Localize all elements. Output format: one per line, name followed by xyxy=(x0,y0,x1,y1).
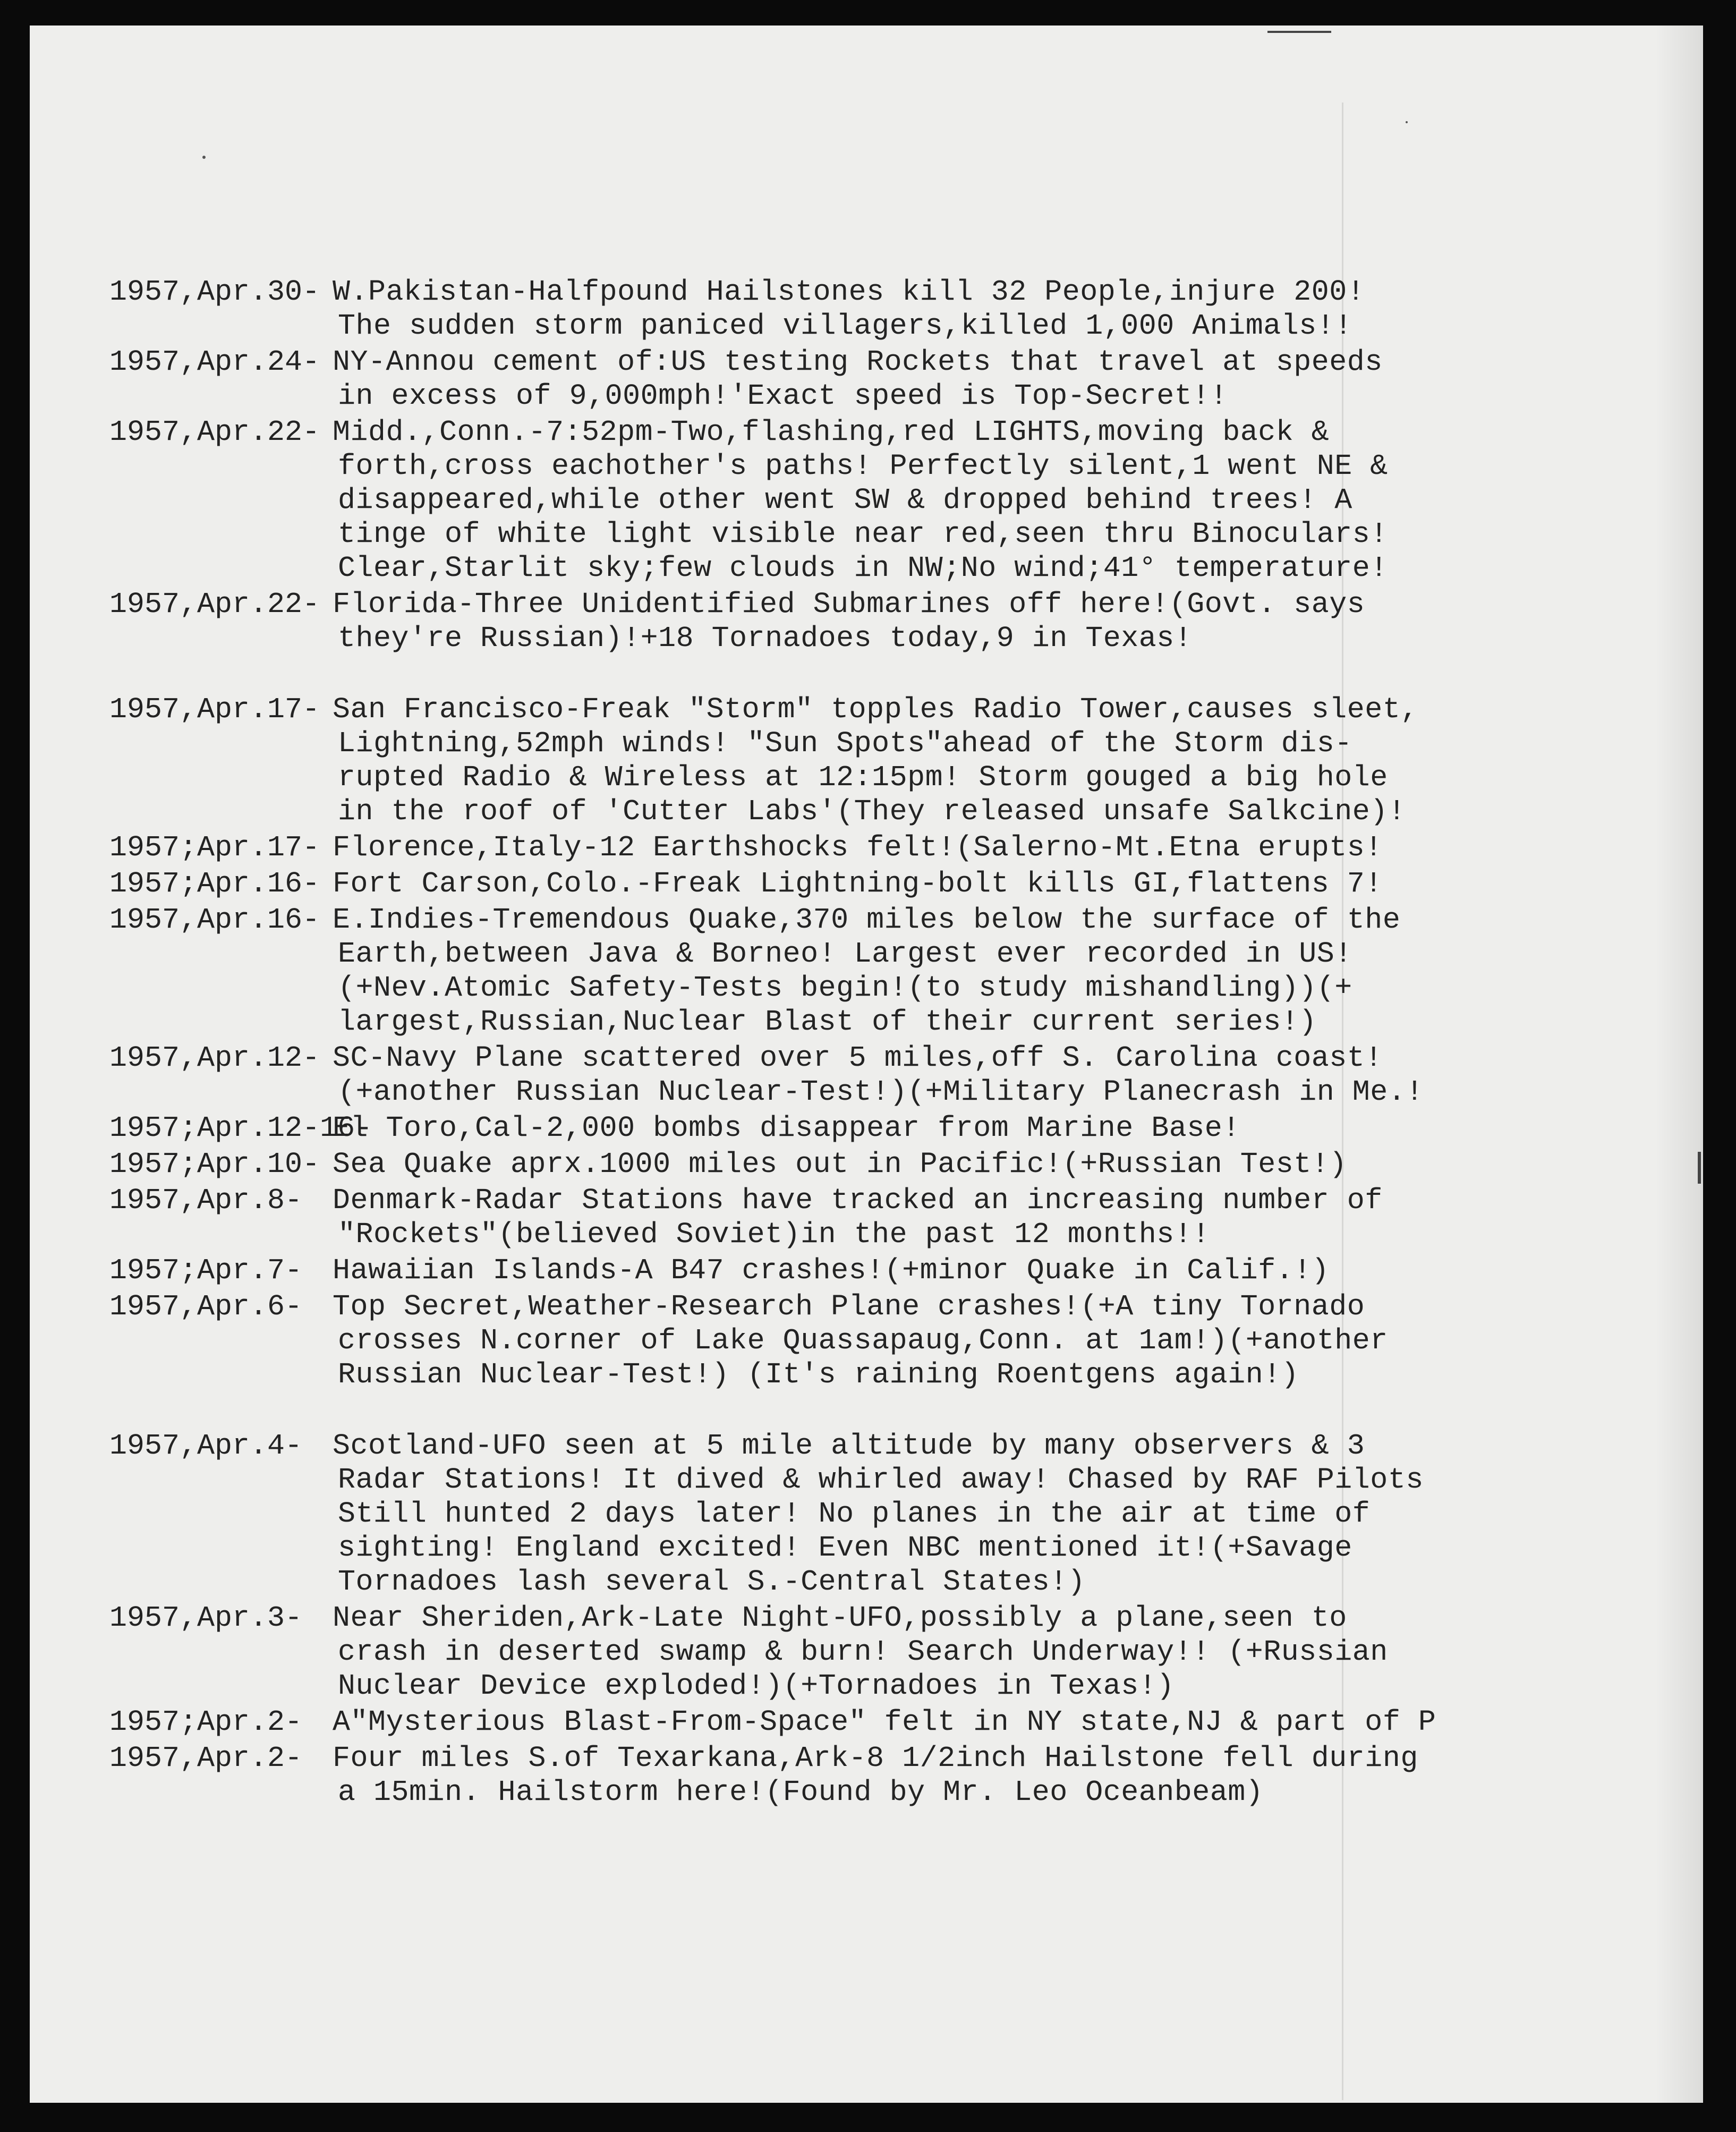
entry-text-line: Florida-Three Unidentified Submarines off here!(Govt. says xyxy=(333,588,1365,621)
log-entry xyxy=(109,1041,1597,1109)
entry-text-line: A"Mysterious Blast-From-Space" felt in NY state,NJ & part of P xyxy=(333,1705,1436,1739)
log-entry xyxy=(109,1290,1597,1392)
log-entry xyxy=(109,275,1597,343)
entry-text-line: Scotland-UFO seen at 5 mile altitude by many observers & 3 xyxy=(333,1429,1365,1463)
entry-date: 1957,Apr.12- xyxy=(109,1041,320,1075)
entry-text-line: E.Indies-Tremendous Quake,370 miles below the surface of the xyxy=(333,903,1401,937)
entry-date: 1957;Apr.2- xyxy=(109,1705,303,1739)
entry-date: 1957,Apr.30- xyxy=(109,275,320,309)
entry-date: 1957,Apr.22- xyxy=(109,415,320,449)
entry-date: 1957,Apr.17- xyxy=(109,693,320,726)
entry-text-line: San Francisco-Freak "Storm" topples Radio Tower,causes sleet, xyxy=(333,693,1418,726)
entry-date: 1957,Apr.4- xyxy=(109,1429,303,1463)
entry-text-line: Earth,between Java & Borneo! Largest ever recorded in US! xyxy=(338,937,1352,971)
log-entry xyxy=(109,867,1597,901)
entry-text-line: Hawaiian Islands-A B47 crashes!(+minor Quake in Calif.!) xyxy=(333,1254,1330,1287)
entry-text-line: rupted Radio & Wireless at 12:15pm! Storm gouged a big hole xyxy=(338,761,1388,794)
entry-date: 1957,Apr.3- xyxy=(109,1601,303,1635)
entry-text-line: Still hunted 2 days later! No planes in the air at time of xyxy=(338,1497,1371,1531)
entry-text-line: tinge of white light visible near red,seen thru Binoculars! xyxy=(338,517,1388,551)
entry-date: 1957,Apr.6- xyxy=(109,1290,303,1323)
entry-text-line: Nuclear Device exploded!)(+Tornadoes in Texas!) xyxy=(338,1669,1175,1703)
entry-text-line: disappeared,while other went SW & dropped behind trees! A xyxy=(338,483,1352,517)
log-entry xyxy=(109,345,1597,413)
entry-text-line: W.Pakistan-Halfpound Hailstones kill 32 People,injure 200! xyxy=(333,275,1365,309)
chronology-list xyxy=(109,275,1597,1812)
log-entry xyxy=(109,903,1597,1039)
entry-date: 1957;Apr.12-16- xyxy=(109,1111,373,1145)
entry-text-line: Fort Carson,Colo.-Freak Lightning-bolt kills GI,flattens 7! xyxy=(333,867,1383,901)
log-entry xyxy=(109,1601,1597,1703)
page-edge-shadow xyxy=(1655,26,1703,2103)
log-entry xyxy=(109,415,1597,585)
margin-mark xyxy=(1267,31,1331,33)
entry-date: 1957;Apr.17- xyxy=(109,831,320,864)
log-entry xyxy=(109,1742,1597,1810)
entry-text-line: they're Russian)!+18 Tornadoes today,9 in Texas! xyxy=(338,622,1193,655)
log-entry xyxy=(109,588,1597,656)
entry-text-line: The sudden storm paniced villagers,killed 1,000 Animals!! xyxy=(338,309,1352,343)
entry-text-line: (+another Russian Nuclear-Test!)(+Military Planecrash in Me.! xyxy=(338,1075,1424,1109)
entry-text-line: El Toro,Cal-2,000 bombs disappear from Marine Base! xyxy=(333,1111,1240,1145)
entry-date: 1957,Apr.8- xyxy=(109,1184,303,1217)
log-entry xyxy=(109,1111,1597,1145)
entry-text-line: Clear,Starlit sky;few clouds in NW;No wind;41° temperature! xyxy=(338,551,1388,585)
entry-date: 1957,Apr.16- xyxy=(109,903,320,937)
log-entry xyxy=(109,1254,1597,1288)
entry-text-line: in excess of 9,000mph!'Exact speed is Top-Secret!! xyxy=(338,379,1228,413)
entry-date: 1957,Apr.22- xyxy=(109,588,320,621)
entry-text-line: (+Nev.Atomic Safety-Tests begin!(to study mishandling))(+ xyxy=(338,971,1352,1005)
entry-text-line: Tornadoes lash several S.-Central States!) xyxy=(338,1565,1086,1599)
entry-text-line: largest,Russian,Nuclear Blast of their current series!) xyxy=(338,1005,1317,1039)
entry-text-line: Midd.,Conn.-7:52pm-Two,flashing,red LIGHTS,moving back & xyxy=(333,415,1330,449)
entry-text-line: Sea Quake aprx.1000 miles out in Pacific!(+Russian Test!) xyxy=(333,1148,1347,1181)
entry-text-line: "Rockets"(believed Soviet)in the past 12 months!! xyxy=(338,1218,1210,1251)
entry-text-line: SC-Navy Plane scattered over 5 miles,off S. Carolina coast! xyxy=(333,1041,1383,1075)
entry-date: 1957,Apr.24- xyxy=(109,345,320,379)
entry-text-line: forth,cross eachother's paths! Perfectly silent,1 went NE & xyxy=(338,449,1388,483)
entry-text-line: Four miles S.of Texarkana,Ark-8 1/2inch Hailstone fell during xyxy=(333,1742,1418,1775)
log-entry xyxy=(109,1148,1597,1182)
document-page xyxy=(30,26,1703,2103)
log-entry xyxy=(109,1184,1597,1252)
entry-text-line: NY-Annou cement of:US testing Rockets that travel at speeds xyxy=(333,345,1383,379)
entry-text-line: sighting! England excited! Even NBC mentioned it!(+Savage xyxy=(338,1531,1352,1565)
entry-text-line: crosses N.corner of Lake Quassapaug,Conn. at 1am!)(+another xyxy=(338,1324,1388,1357)
dust-speck xyxy=(1406,121,1408,123)
entry-text-line: crash in deserted swamp & burn! Search Underway!! (+Russian xyxy=(338,1635,1388,1669)
margin-mark xyxy=(1698,1152,1701,1184)
entry-date: 1957;Apr.10- xyxy=(109,1148,320,1181)
entry-text-line: Florence,Italy-12 Earthshocks felt!(Salerno-Mt.Etna erupts! xyxy=(333,831,1383,864)
entry-text-line: Russian Nuclear-Test!) (It's raining Roentgens again!) xyxy=(338,1358,1299,1391)
entry-text-line: in the roof of 'Cutter Labs'(They released unsafe Salkcine)! xyxy=(338,795,1406,828)
log-entry xyxy=(109,1705,1597,1739)
log-entry xyxy=(109,831,1597,865)
entry-date: 1957,Apr.2- xyxy=(109,1742,303,1775)
log-entry xyxy=(109,693,1597,829)
entry-text-line: Denmark-Radar Stations have tracked an increasing number of xyxy=(333,1184,1383,1217)
entry-date: 1957;Apr.16- xyxy=(109,867,320,901)
entry-text-line: Radar Stations! It dived & whirled away! Chased by RAF Pilots xyxy=(338,1463,1424,1497)
dust-speck xyxy=(202,156,206,159)
entry-date: 1957;Apr.7- xyxy=(109,1254,303,1287)
entry-text-line: a 15min. Hailstorm here!(Found by Mr. Leo Oceanbeam) xyxy=(338,1776,1264,1809)
entry-text-line: Top Secret,Weather-Research Plane crashes!(+A tiny Tornado xyxy=(333,1290,1365,1323)
entry-text-line: Lightning,52mph winds! "Sun Spots"ahead of the Storm dis- xyxy=(338,727,1352,760)
entry-text-line: Near Sheriden,Ark-Late Night-UFO,possibly a plane,seen to xyxy=(333,1601,1347,1635)
log-entry xyxy=(109,1429,1597,1599)
